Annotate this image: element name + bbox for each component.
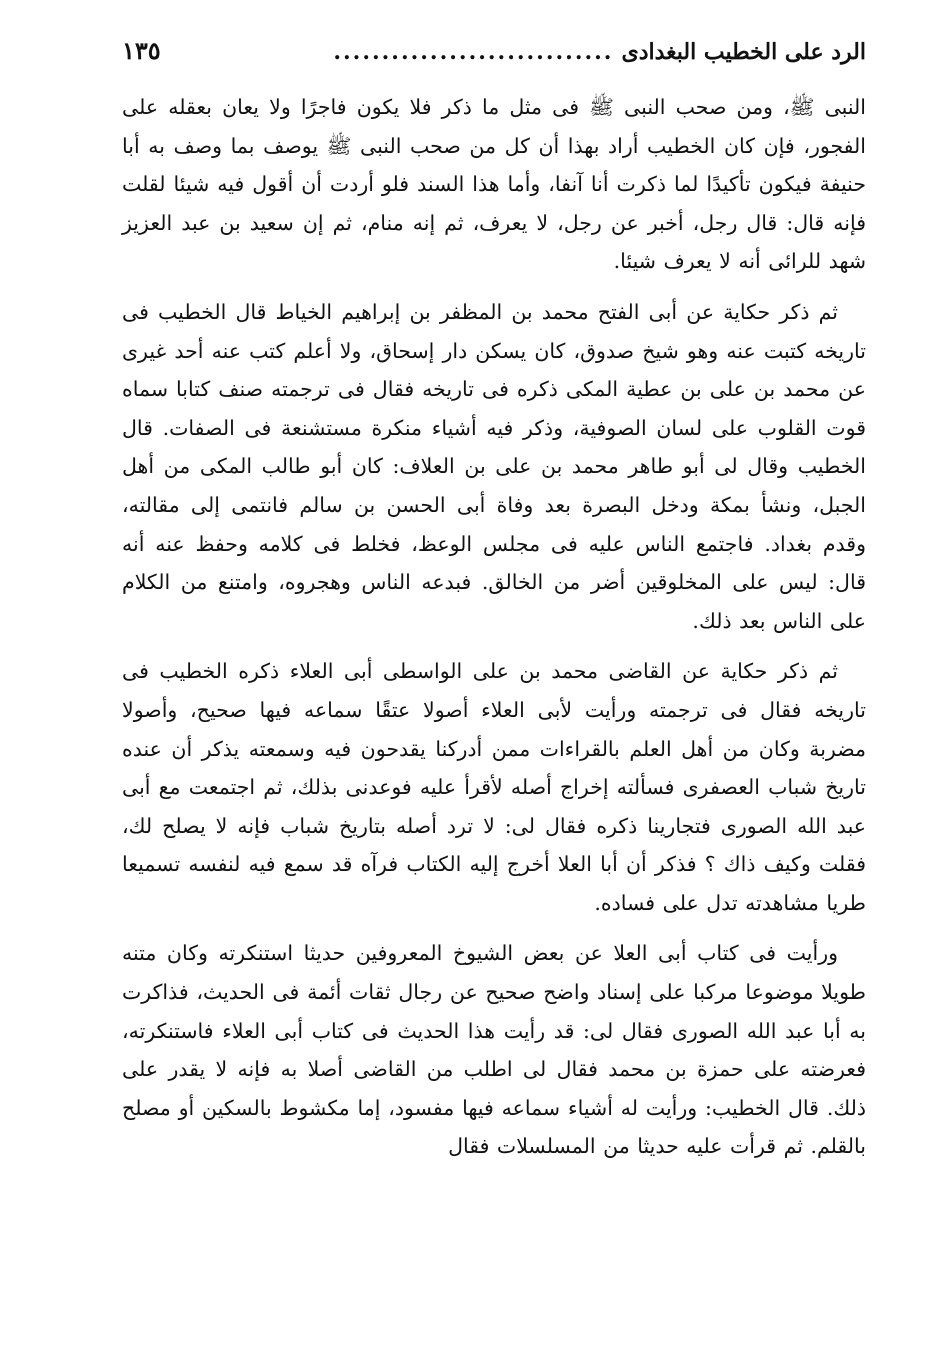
paragraph-4: ورأيت فى كتاب أبى العلا عن بعض الشيوخ المعروفين حديثا استنكرته وكان متنه طويلا موضوعا مركبا على إسناد واضح صحيح عن رجال ثقات أئمة فى الحديث، فذاكرت به أبا عبد الله الصورى فقال لى: قد رأيت هذا الحديث فى كتاب أبى العلاء فاستنكرته، فعرضته على حمزة بن محمد فقال لى اطلب من القاضى أصلا به فإنه لا يقدر على ذلك. قال الخطيب: ورأيت له أشياء سماعه فيها مفسود، إما مكشوط بالسكين أو مصلح بالقلم. ثم قرأت عليه حديثا من المسلسلات فقال <box>122 941 866 1159</box>
running-head-leader: ............................. <box>333 39 614 65</box>
body-text <box>122 88 866 1166</box>
running-head <box>122 34 866 74</box>
paragraph-1: النبى ﷺ، ومن صحب النبى ﷺ فى مثل ما ذكر فلا يكون فاجرًا ولا يعان بعقله على الفجور، فإن كان الخطيب أراد بهذا أن كل من صحب النبى ﷺ يوصف بما وصف به أبا حنيفة فيكون تأكيدًا لما ذكرت أنا آنفا، وأما هذا السند فلو أردت أن أقول فيه شيئا لقلت فإنه قال: قال رجل، أخبر عن رجل، لا يعرف، ثم إنه منام، ثم إن سعيد بن عبد العزيز شهد للرائى أنه لا يعرف شيئا. <box>122 95 866 274</box>
paragraph-2: ثم ذكر حكاية عن أبى الفتح محمد بن المظفر بن إبراهيم الخياط قال الخطيب فى تاريخه كتبت عنه وهو شيخ صدوق، كان يسكن دار إسحاق، ولا أعلم كتب عنه أحد غيرى عن محمد بن على بن عطية المكى ذكره فى تاريخه فقال فى ترجمته صنف كتابا سماه قوت القلوب على لسان الصوفية، وذكر فيه أشياء منكرة مستشنعة فى الصفات. قال الخطيب وقال لى أبو طاهر محمد بن على بن العلاف: كان أبو طالب المكى من أهل الجبل، ونشأ بمكة ودخل البصرة بعد وفاة أبى الحسن بن سالم فانتمى إلى مقالته، وقدم بغداد. فاجتمع الناس عليه فى مجلس الوعظ، فخلط فى كلامه وحفظ عنه أنه قال: ليس على المخلوقين أضر من الخالق. فبدعه الناس وهجروه، وامتنع من الكلام على الناس بعد ذلك. <box>122 299 866 633</box>
page-number: ١٣٥ <box>122 36 161 65</box>
paragraph-3: ثم ذكر حكاية عن القاضى محمد بن على الواسطى أبى العلاء ذكره الخطيب فى تاريخه فقال فى ترجمته ورأيت لأبى العلاء أصولا عتقًا سماعه فيها صحيح، وأصولا مضربة وكان من أهل العلم بالقراءات ممن أدركنا يقدحون فيه وسمعته يذكر أن عنده تاريخ شباب العصفرى فسألته إخراج أصله لأقرأ عليه فوعدنى بذلك، ثم اجتمعت مع أبى عبد الله الصورى فتجارينا ذكره فقال لى: لا ترد أصله بتاريخ شباب فإنه لا يصلح لك، فقلت وكيف ذاك ؟ فذكر أن أبا العلا أخرج إليه الكتاب فرآه قد سمع فيه لنفسه تسميعا طريا مشاهدته تدل على فساده. <box>122 659 866 915</box>
running-head-title: الرد على الخطيب البغدادى <box>621 39 866 65</box>
